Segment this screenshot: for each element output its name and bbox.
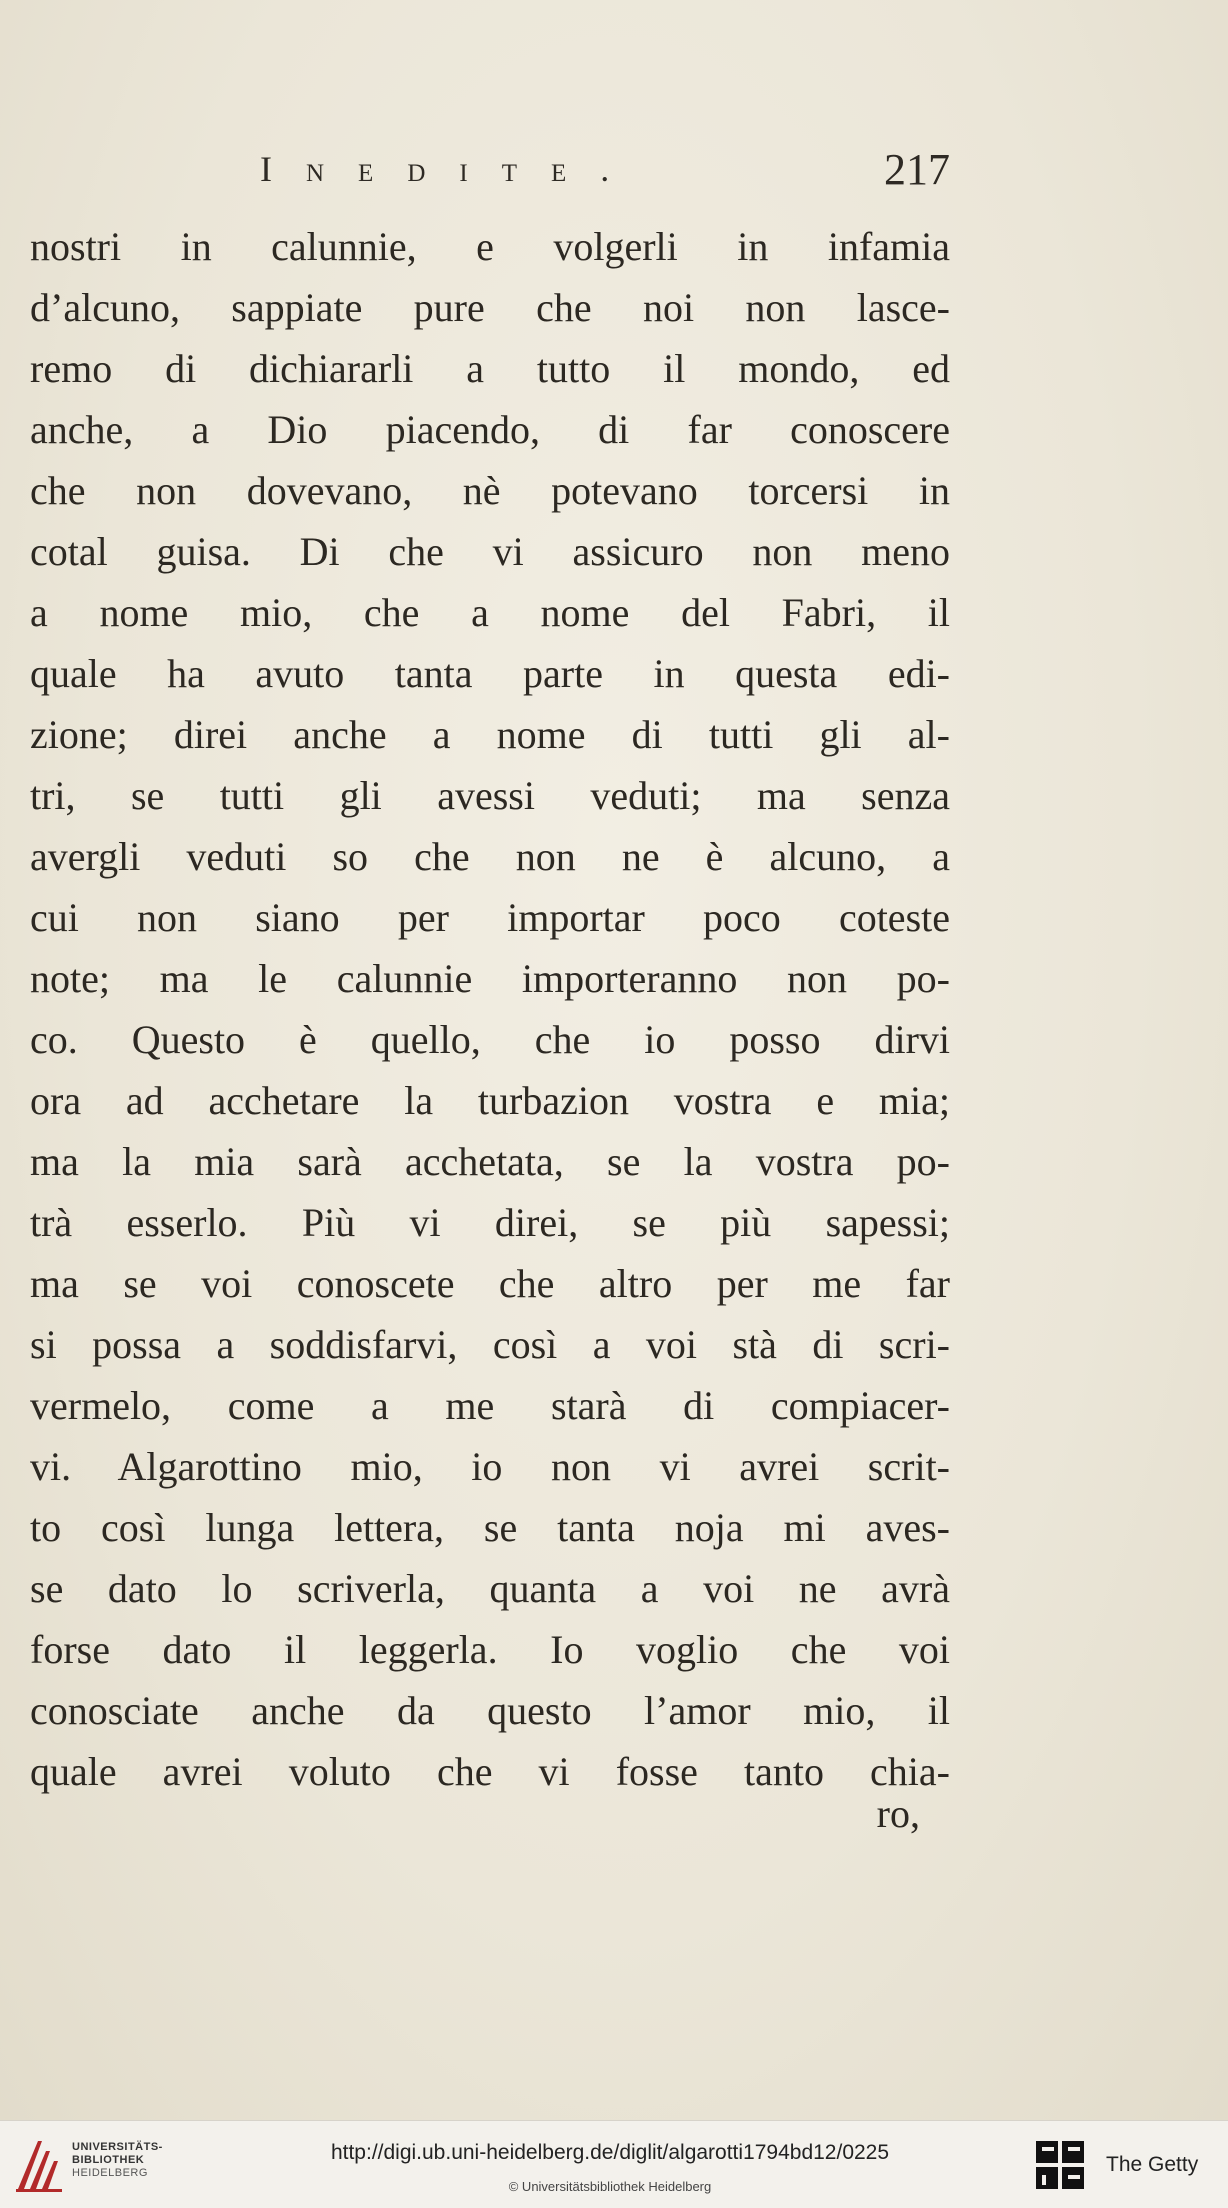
viewer-footer: [0, 2120, 1228, 2208]
library-name-line1: UNIVERSITÄTS-: [72, 2141, 163, 2153]
text-line: d’alcuno, sappiate pure che noi non lasce-: [30, 285, 950, 330]
text-line: trà esserlo. Più vi direi, se più sapessi;: [30, 1200, 950, 1245]
permalink-url[interactable]: http://digi.ub.uni-heidelberg.de/diglit/algarotti1794bd12/0225: [330, 2141, 890, 2164]
page-header: [260, 145, 950, 208]
getty-logo-icon[interactable]: [1034, 2139, 1086, 2191]
running-title: Inedite.: [260, 149, 644, 189]
ub-heidelberg-logo-icon[interactable]: [12, 2135, 68, 2195]
text-line: quale avrei voluto che vi fosse tanto chia-: [30, 1749, 950, 1794]
text-line: che non dovevano, nè potevano torcersi in: [30, 468, 950, 513]
copyright-notice: © Universitätsbibliothek Heidelberg: [508, 2179, 712, 2194]
text-line: vermelo, come a me starà di compiacer-: [30, 1383, 950, 1428]
library-name-line2: BIBLIOTHEK: [72, 2154, 145, 2166]
body-text: [30, 216, 950, 1802]
text-line: zione; direi anche a nome di tutti gli al-: [30, 712, 950, 757]
text-line: ma se voi conoscete che altro per me far: [30, 1261, 950, 1306]
text-line: co. Questo è quello, che io posso dirvi: [30, 1017, 950, 1062]
page-number: 217: [884, 145, 950, 194]
text-line: note; ma le calunnie importeranno non po-: [30, 956, 950, 1001]
text-line: nostri in calunnie, e volgerli in infamia: [30, 224, 950, 269]
text-line: si possa a soddisfarvi, così a voi stà di scri-: [30, 1322, 950, 1367]
text-line: vi. Algarottino mio, io non vi avrei scrit-: [30, 1444, 950, 1489]
text-line: tri, se tutti gli avessi veduti; ma senza: [30, 773, 950, 818]
text-line: ma la mia sarà acchetata, se la vostra po-: [30, 1139, 950, 1184]
partner-name: The Getty: [1106, 2153, 1199, 2176]
text-line: se dato lo scriverla, quanta a voi ne avrà: [30, 1566, 950, 1611]
text-line: a nome mio, che a nome del Fabri, il: [30, 590, 950, 635]
text-line: remo di dichiararli a tutto il mondo, ed: [30, 346, 950, 391]
library-name: [72, 2141, 163, 2180]
text-line: cotal guisa. Di che vi assicuro non meno: [30, 529, 950, 574]
catchword: ro,: [876, 1791, 920, 1836]
text-line: avergli veduti so che non ne è alcuno, a: [30, 834, 950, 879]
library-city: HEIDELBERG: [72, 2167, 148, 2179]
text-line: forse dato il leggerla. Io voglio che voi: [30, 1627, 950, 1672]
text-line: ora ad acchetare la turbazion vostra e mia;: [30, 1078, 950, 1123]
text-line: conosciate anche da questo l’amor mio, il: [30, 1688, 950, 1733]
text-line: to così lunga lettera, se tanta noja mi aves-: [30, 1505, 950, 1550]
text-line: quale ha avuto tanta parte in questa edi-: [30, 651, 950, 696]
text-line: cui non siano per importar poco coteste: [30, 895, 950, 940]
text-line: anche, a Dio piacendo, di far conoscere: [30, 407, 950, 452]
